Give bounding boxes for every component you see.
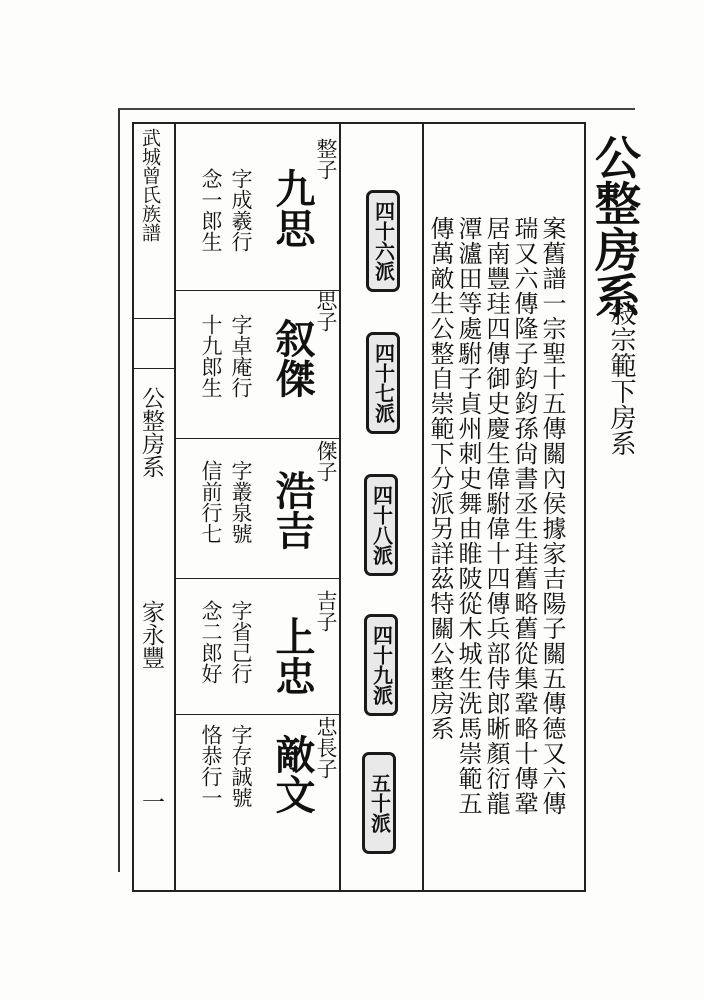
person-detail: 字成羲行 (229, 168, 253, 252)
main-text-line: 傳萬敵生公整自崇範下分派另詳茲特關公整房系 (426, 216, 454, 741)
generation-seal: 四十九派 (364, 614, 398, 716)
person-detail: 信前行七 (199, 460, 223, 544)
row-divider (174, 578, 339, 579)
main-text-line: 案舊譜一宗聖十五傳關內侯據家吉陽子關五傳德又六傳 (538, 216, 566, 816)
person-detail: 恪恭行一 (199, 724, 223, 808)
main-text-line: 居南豐珪四傳御史慶生偉駙偉十四傳兵部侍郎晰顏衍龍 (482, 216, 510, 816)
spine-divider (174, 124, 176, 890)
spine-page-number: 一 (138, 790, 164, 813)
person-name: 九思 (269, 168, 316, 248)
page-title: 公整房系 (588, 134, 642, 318)
spine-divider-h (134, 368, 174, 369)
relation-label: 忠長子 (314, 716, 338, 779)
relation-label: 傑子 (314, 440, 338, 482)
relation-label: 整子 (314, 138, 338, 180)
main-text-line: 潭瀘田等處駙子貞州刺史舞由睢陂從木城生洗馬崇範五 (454, 216, 482, 816)
page-subtitle: 敍宗範下房系 (606, 300, 636, 456)
generations-divider (339, 124, 341, 890)
generation-seal: 四十七派 (366, 332, 400, 434)
person-detail: 十九郎生 (199, 314, 223, 398)
relation-label: 吉子 (314, 590, 338, 632)
spine-section-title: 公整房系 (138, 386, 164, 478)
generation-seal: 四十六派 (366, 190, 400, 292)
person-name: 浩吉 (269, 470, 316, 550)
spine-hall-name: 家永豐 (138, 600, 164, 669)
person-detail: 念一郎生 (199, 168, 223, 252)
row-divider (174, 714, 339, 715)
person-name: 叙傑 (269, 318, 316, 398)
person-name: 敵文 (269, 734, 316, 814)
person-detail: 字存誠號 (229, 724, 253, 808)
person-detail: 字叢泉號 (229, 460, 253, 544)
spine-divider-h (134, 318, 174, 319)
row-divider (174, 438, 339, 439)
generation-seal: 五十派 (362, 752, 396, 854)
person-detail: 字省己行 (229, 600, 253, 684)
main-text-line: 瑞又六傳隆子鈞鈞孫尙書丞生珪舊略舊從集鞏略十傳鞏 (510, 216, 538, 816)
person-detail: 字卓庵行 (229, 314, 253, 398)
main-text-divider (422, 124, 424, 890)
person-detail: 念二郎好 (199, 600, 223, 684)
spine-book-title: 武城曾氏族譜 (139, 128, 161, 242)
generation-seal: 四十八派 (364, 474, 398, 576)
relation-label: 思子 (314, 290, 338, 332)
person-name: 上忠 (269, 616, 316, 696)
